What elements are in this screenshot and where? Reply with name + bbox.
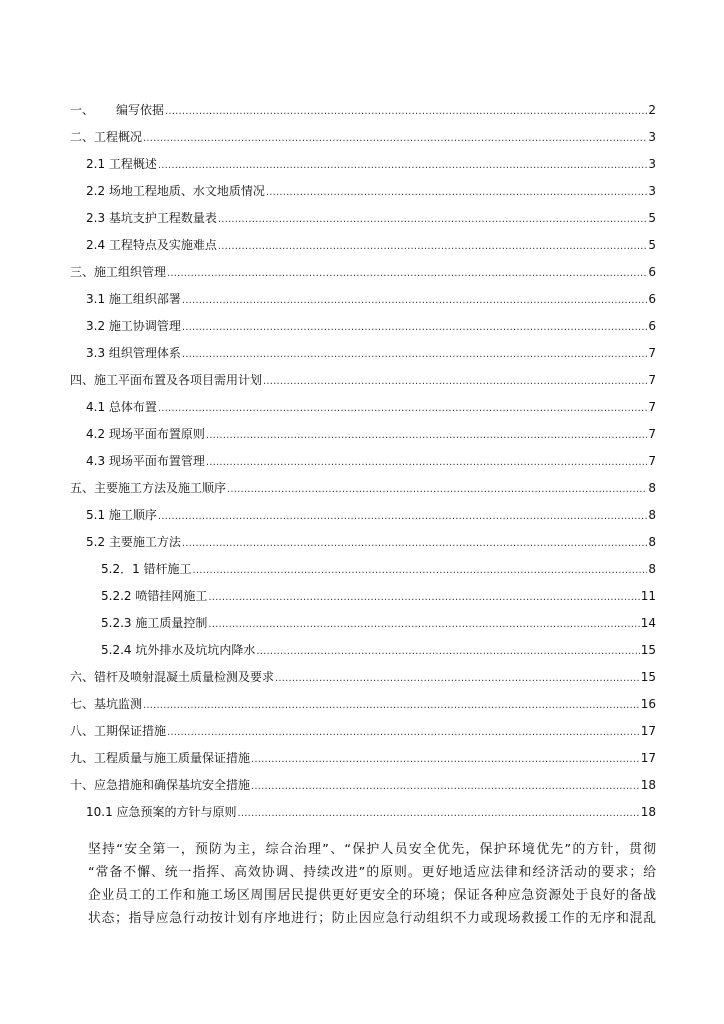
toc-page-number: 8 <box>648 481 656 495</box>
toc-entry[interactable] <box>70 286 656 313</box>
toc-page-number: 3 <box>648 157 656 171</box>
body-text-line: “常备不懈、统一指挥、高效协调、持续改进”的原则。更好地适应法律和经济活动的要求；给 <box>88 865 656 880</box>
toc-entry-title <box>70 691 142 718</box>
dot-leader <box>182 314 647 341</box>
toc-page-number: 3 <box>648 130 656 144</box>
dot-leader <box>208 611 639 638</box>
dot-leader <box>251 773 640 800</box>
toc-page-number: 7 <box>648 427 656 441</box>
dot-leader <box>193 557 647 584</box>
toc-entry-number: 一、 <box>70 103 95 117</box>
toc-entry-title <box>101 556 192 583</box>
toc-entry-text: 3.3 组织管理体系 <box>86 346 181 360</box>
dot-leader <box>227 476 647 503</box>
toc-page-number: 6 <box>648 319 656 333</box>
dot-leader <box>266 179 647 206</box>
toc-page-number: 8 <box>648 535 656 549</box>
toc-entry[interactable] <box>70 502 656 529</box>
toc-entry-title <box>86 340 181 367</box>
toc-entry[interactable] <box>70 448 656 475</box>
toc-entry-text: 3.1 施工组织部署 <box>86 292 181 306</box>
toc-entry-title <box>86 286 181 313</box>
toc-page-number: 2 <box>648 103 656 117</box>
toc-entry-text: 2.4 工程特点及实施难点 <box>86 238 217 252</box>
toc-entry[interactable] <box>70 610 656 637</box>
toc-entry-title <box>70 367 262 394</box>
toc-entry-title <box>70 745 250 772</box>
toc-entry[interactable] <box>70 583 656 610</box>
body-text-line: 企业员工的工作和施工场区周围居民提供更好更安全的环境；保证各种应急资源处于良好的备战 <box>88 888 656 903</box>
toc-page-number: 5 <box>648 211 656 225</box>
toc-entry-text: 5.2.2 喷错挂网施工 <box>101 589 208 603</box>
toc-entry[interactable] <box>70 178 656 205</box>
toc-page-number: 7 <box>648 346 656 360</box>
toc-entry-title <box>86 529 181 556</box>
dot-leader <box>218 206 647 233</box>
toc-entry[interactable] <box>70 745 656 772</box>
toc-entry[interactable] <box>70 97 656 124</box>
toc-entry[interactable] <box>70 718 656 745</box>
toc-entry-text: 六、错杆及喷射混凝土质量检测及要求 <box>70 670 275 684</box>
body-text-line: 坚持“安全第一，预防为主，综合治理”、“保护人员安全优先，保护环境优先”的方针，贯彻 <box>88 842 656 857</box>
toc-entry-text: 5.2．1 错杆施工 <box>101 562 192 576</box>
toc-entry[interactable] <box>70 205 656 232</box>
dot-leader <box>206 422 647 449</box>
toc-entry-text: 2.1 工程概述 <box>86 157 157 171</box>
toc-entry[interactable] <box>70 151 656 178</box>
toc-entry-text: 十、应急措施和确保基坑安全措施 <box>70 778 251 792</box>
toc-entry-text: 5.2.3 施工质量控制 <box>101 616 208 630</box>
toc-entry[interactable] <box>70 259 656 286</box>
dot-leader <box>158 503 647 530</box>
dot-leader <box>251 746 640 773</box>
table-of-contents <box>70 97 656 826</box>
toc-page-number: 16 <box>640 697 656 711</box>
dot-leader <box>158 395 647 422</box>
toc-page-number: 8 <box>648 562 656 576</box>
body-text-line: 状态；指导应急行动按计划有序地进行；防止因应急行动组织不力或现场救援工作的无序和混乱 <box>88 911 656 926</box>
toc-entry[interactable] <box>70 421 656 448</box>
toc-page-number: 8 <box>648 508 656 522</box>
toc-entry[interactable] <box>70 124 656 151</box>
toc-entry-text: 4.2 现场平面布置原则 <box>86 427 205 441</box>
toc-page-number: 18 <box>640 805 656 819</box>
toc-entry-text: 4.3 现场平面布置管理 <box>86 454 205 468</box>
toc-entry-title <box>86 799 237 826</box>
toc-entry-title <box>86 313 181 340</box>
dot-leader <box>256 638 639 665</box>
toc-entry-title <box>70 718 166 745</box>
toc-page-number: 15 <box>640 643 656 657</box>
toc-entry[interactable] <box>70 232 656 259</box>
toc-page-number: 6 <box>648 292 656 306</box>
toc-entry[interactable] <box>70 340 656 367</box>
toc-entry[interactable] <box>70 529 656 556</box>
dot-leader <box>238 800 640 827</box>
toc-entry-text: 五、主要施工方法及施工顺序 <box>70 481 227 495</box>
dot-leader <box>167 260 647 287</box>
toc-entry-text: 5.2 主要施工方法 <box>86 535 181 549</box>
toc-entry-text: 5.2.4 坑外排水及坑坑内降水 <box>101 643 256 657</box>
toc-entry-title <box>86 178 265 205</box>
dot-leader <box>167 719 640 746</box>
toc-entry-text: 10.1 应急预案的方针与原则 <box>86 805 237 819</box>
body-paragraph <box>88 838 656 930</box>
dot-leader <box>182 287 647 314</box>
toc-entry-text: 三、施工组织管理 <box>70 265 167 279</box>
dot-leader <box>275 665 640 692</box>
toc-entry[interactable] <box>70 394 656 421</box>
toc-entry[interactable] <box>70 799 656 826</box>
toc-page-number: 18 <box>640 778 656 792</box>
toc-entry-title <box>70 97 164 124</box>
toc-entry-title <box>86 394 157 421</box>
toc-page-number: 3 <box>648 184 656 198</box>
toc-entry-title <box>101 583 207 610</box>
toc-entry-title <box>86 502 157 529</box>
dot-leader <box>206 449 647 476</box>
toc-entry-title <box>101 637 255 664</box>
toc-entry-title <box>70 259 166 286</box>
toc-page-number: 17 <box>640 724 656 738</box>
toc-page-number: 7 <box>648 373 656 387</box>
toc-page-number: 11 <box>640 589 656 603</box>
toc-entry-title <box>86 448 205 475</box>
toc-page-number: 17 <box>640 751 656 765</box>
toc-page-number: 14 <box>640 616 656 630</box>
toc-entry-title <box>86 421 205 448</box>
toc-entry-text: 2.2 场地工程地质、水文地质情况 <box>86 184 265 198</box>
toc-entry-text: 四、施工平面布置及各项目需用计划 <box>70 373 263 387</box>
toc-entry-title <box>70 664 274 691</box>
dot-leader <box>158 152 647 179</box>
toc-entry-text: 5.1 施工顺序 <box>86 508 157 522</box>
toc-entry-text: 2.3 基坑支护工程数量表 <box>86 211 217 225</box>
toc-entry-title <box>101 610 207 637</box>
toc-entry-title <box>86 232 217 259</box>
toc-page-number: 6 <box>648 265 656 279</box>
dot-leader <box>182 530 647 557</box>
toc-page-number: 15 <box>640 670 656 684</box>
dot-leader <box>165 98 647 125</box>
toc-entry-title <box>86 205 217 232</box>
toc-entry-title <box>70 772 250 799</box>
toc-entry-title <box>70 124 142 151</box>
toc-entry-text: 七、基坑监测 <box>70 697 143 711</box>
toc-entry[interactable] <box>70 691 656 718</box>
toc-entry-text: 八、工期保证措施 <box>70 724 167 738</box>
toc-entry[interactable] <box>70 475 656 502</box>
dot-leader <box>263 368 647 395</box>
toc-entry[interactable] <box>70 556 656 583</box>
toc-entry-text: 九、工程质量与施工质量保证措施 <box>70 751 251 765</box>
toc-page-number: 5 <box>648 238 656 252</box>
dot-leader <box>208 584 639 611</box>
toc-page-number: 7 <box>648 400 656 414</box>
toc-entry[interactable] <box>70 772 656 799</box>
toc-page-number: 7 <box>648 454 656 468</box>
toc-entry[interactable] <box>70 313 656 340</box>
dot-leader <box>182 341 647 368</box>
dot-leader <box>143 692 640 719</box>
toc-entry-text: 编写依据 <box>116 103 165 117</box>
dot-leader <box>143 125 647 152</box>
toc-entry[interactable] <box>70 664 656 691</box>
toc-entry-text: 4.1 总体布置 <box>86 400 157 414</box>
toc-entry-text: 3.2 施工协调管理 <box>86 319 181 333</box>
toc-entry[interactable] <box>70 367 656 394</box>
toc-entry-title <box>70 475 226 502</box>
toc-entry-title <box>86 151 157 178</box>
toc-entry[interactable] <box>70 637 656 664</box>
dot-leader <box>218 233 647 260</box>
toc-entry-text: 二、工程概况 <box>70 130 143 144</box>
